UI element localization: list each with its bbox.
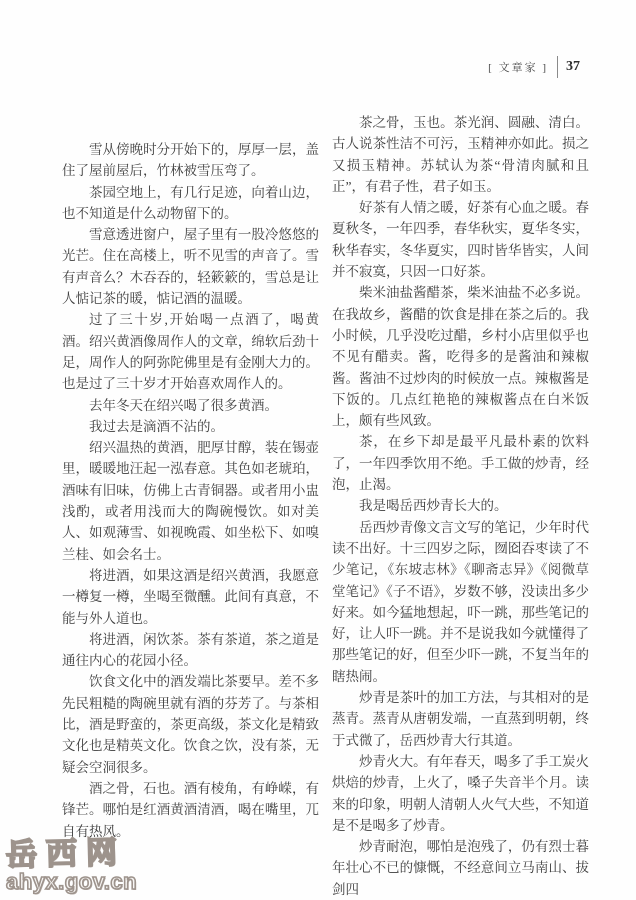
column-right (332, 112, 589, 900)
watermark-logo (5, 834, 138, 894)
article-body (62, 112, 589, 900)
paragraph: 我是喝岳西炒青长大的。 (359, 498, 508, 514)
paragraph: 绍兴温热的黄酒，肥厚甘醇，装在锡壶里，暖暖地汪起一泓春意。其色如老琥珀，酒味有旧味，仿佛上古青铜器。或者用小盅浅酌，或者用浅而大的陶碗慢饮。如对美人、如观薄雪、如视晚霞、如坐松下、如嗅兰桂、如会名士。 (62, 440, 319, 562)
paragraph: 雪意透进窗户，屋子里有一股冷悠悠的光芒。住在高楼上，听不见雪的声音了。雪有声音么？木吞吞的，轻簌簌的，雪总是让人惦记茶的暖，惦记酒的温暖。 (62, 227, 319, 307)
paragraph: 雪从傍晚时分开始下的，厚厚一层，盖住了屋前屋后，竹林被雪压弯了。 (62, 142, 319, 179)
paragraph: 茶之骨，玉也。茶光润、圆融、清白。古人说茶性洁不可污，玉精神亦如此。损之又损玉精神。苏轼认为茶“骨清肉腻和且正”，有君子性，君子如玉。 (332, 115, 589, 194)
paragraph: 饮食文化中的酒发端比茶要早。差不多先民粗糙的陶碗里就有酒的芬芳了。与茶相比，酒是野蛮的，茶更高级，茶文化是精致文化也是精英文化。饮食之饮，没有茶，无疑会空洞很多。 (62, 674, 319, 775)
page-number: 37 (566, 59, 580, 74)
paragraph: 茶，在乡下却是最平凡最朴素的饮料了，一年四季饮用不绝。手工做的炒青，经泡，止渴。 (332, 434, 589, 493)
paragraph: 岳西炒青像文言文写的笔记，少年时代读不出好。十三四岁之际，囫囵吞枣读了不少笔记，《东坡志林》《聊斋志异》《阅微草堂笔记》《子不语》，岁数不够，没读出多少好来。如今猛地想起，吓一跳，那些笔记的好，让人吓一跳。并不是说我如今就懂得了那些笔记的好，但至少吓一跳，不复当年的瞎热闹。 (332, 519, 589, 684)
page-header (488, 55, 580, 79)
paragraph: 炒青耐泡，哪怕是泡残了，仍有烈士暮年壮心不已的慷慨，不经意间立马南山、拔剑四 (332, 839, 589, 897)
paragraph: 炒青是茶叶的加工方法，与其相对的是蒸青。蒸青从唐朝发端，一直蒸到明朝，终于式微了，岳西炒青大行其道。 (332, 690, 589, 748)
paragraph: 将进酒，闲饮茶。茶有茶道，茶之道是通往内心的花园小径。 (62, 631, 319, 669)
watermark-site-name: 岳西网 (5, 834, 127, 873)
paragraph: 茶园空地上，有几行足迹，向着山边，也不知道是什么动物留下的。 (62, 184, 319, 221)
watermark-site-url: ahyx.gov.cn (6, 869, 138, 894)
paragraph: 好茶有人情之暖，好茶有心血之暖。春夏秋冬，一年四季，春华秋实，夏华冬实，秋华春实，冬华夏实，四时皆华皆实，人间并不寂寞，只因一口好茶。 (332, 200, 589, 280)
header-divider (557, 56, 558, 78)
paragraph: 炒青火大。有年春天，喝多了手工炭火烘焙的炒青，上火了，嗓子失音半个月。读来的印象，明朝人清朝人火气大些，不知道是不是喝多了炒青。 (332, 753, 589, 833)
column-left (62, 112, 319, 900)
paragraph: 酒之骨，石也。酒有棱角，有峥嵘，有锋芒。哪怕是红酒黄酒清酒，喝在嘴里，兀自有热风。 (62, 780, 319, 839)
paragraph: 过了三十岁,开始喝一点酒了，喝黄酒。绍兴黄酒像周作人的文章，绵软后劲十足，周作人的阿弥陀佛里是有金刚大力的。也是过了三十岁才开始喜欢周作人的。 (62, 312, 319, 392)
paragraph: 将进酒，如果这酒是绍兴黄酒，我愿意一樽复一樽，坐喝至微醺。此间有真意，不能与外人道也。 (62, 567, 319, 626)
paragraph: 柴米油盐酱醋茶，柴米油盐不必多说。在我故乡，酱醋的饮食是排在茶之后的。我小时候，几乎没吃过醋，乡村小店里似乎也不见有醋卖。酱，吃得多的是酱油和辣椒酱。酱油不过炒肉的时候放一点。辣椒酱是下饭的。几点红艳艳的辣椒酱点在白米饭上，颇有些风致。 (332, 285, 589, 429)
paragraph: 去年冬天在绍兴喝了很多黄酒。 (89, 397, 278, 413)
paragraph: 我过去是滴酒不沾的。 (89, 418, 224, 434)
section-label: [ 文章家 ] (488, 62, 548, 74)
